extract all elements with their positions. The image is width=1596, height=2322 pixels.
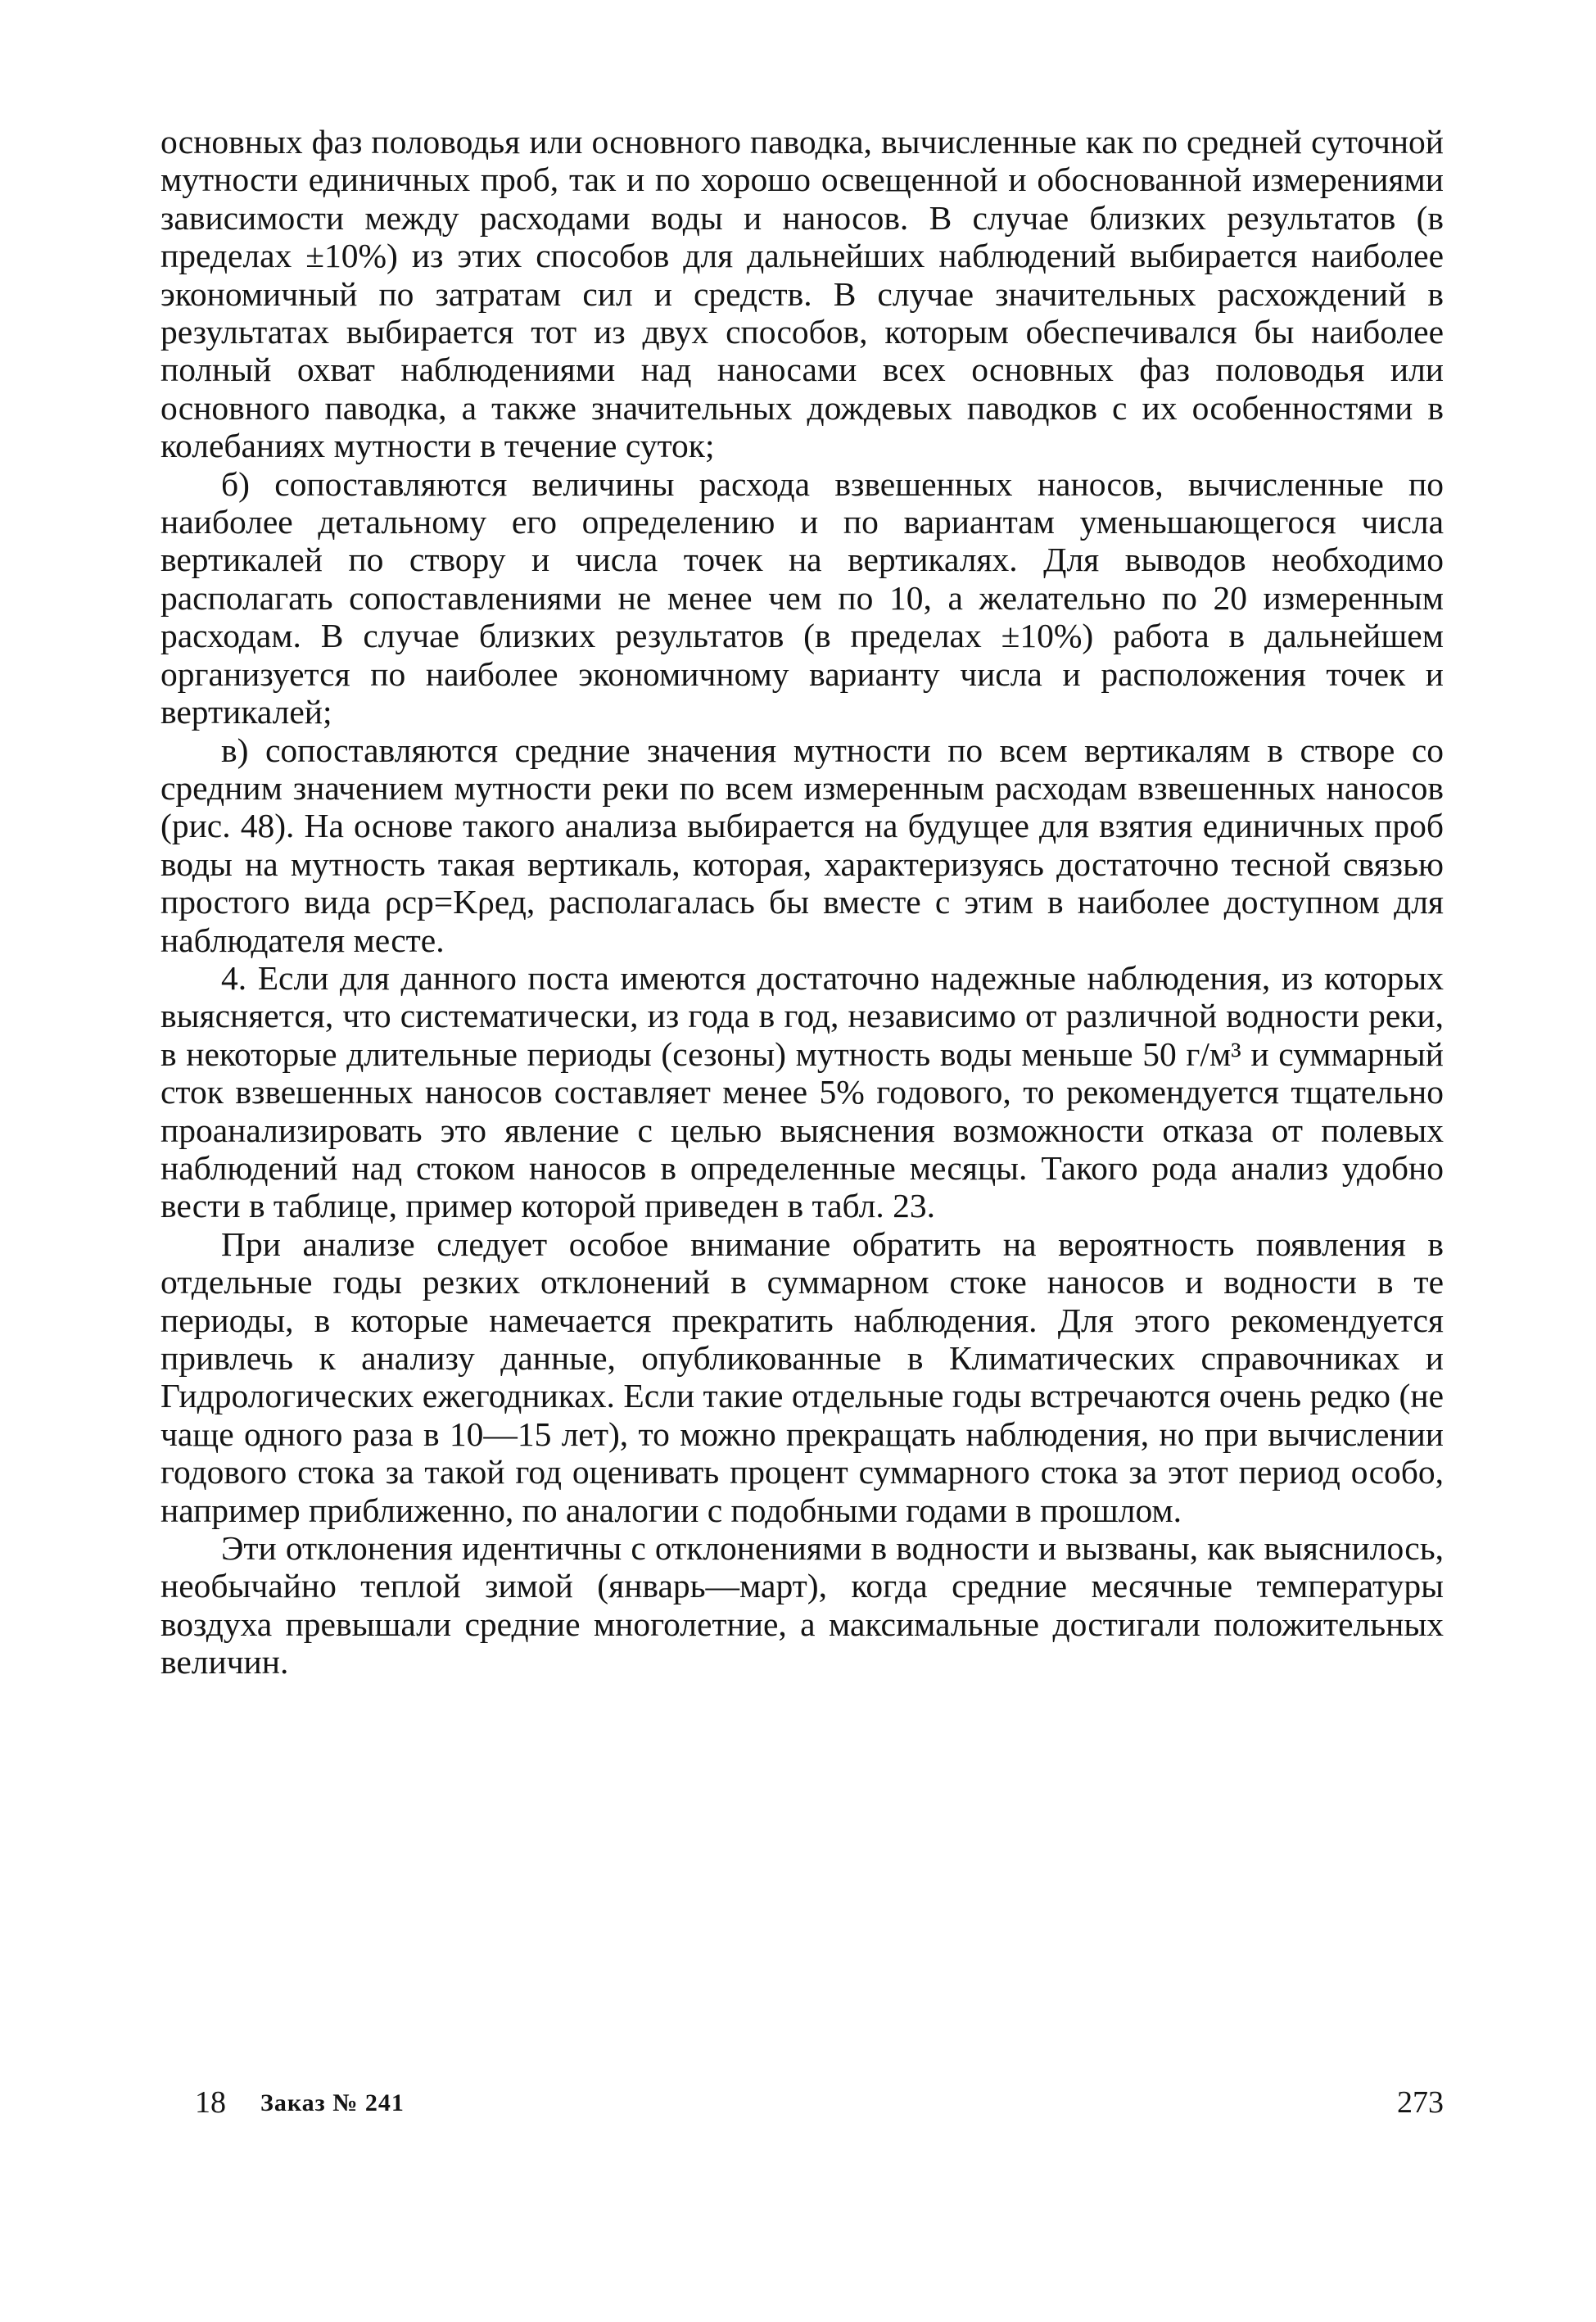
paragraph: в) сопоставляются средние значения мутности по всем вертикалям в створе со средним значением мутности реки по всем измеренным расходам взвешенных наносов (рис. 48). На основе такого анализа выбирается на будущее для взятия единичных проб воды на мутность такая вертикаль, которая, характеризуясь достаточно тесной связью простого вида ρср=Kρед, располагалась бы вместе с этим в наиболее доступном для наблюдателя месте. — [161, 731, 1444, 959]
paragraph: При анализе следует особое внимание обратить на вероятность появления в отдельные годы резких отклонений в суммарном стоке наносов и водности в те периоды, в которые намечается прекратить наблюдения. Для этого рекомендуется привлечь к анализу данные, опубликованные в Климатических справочниках и Гидрологических ежегодниках. Если такие отдельные годы встречаются очень редко (не чаще одного раза в 10—15 лет), то можно прекращать наблюдения, но при вычислении годового стока за такой год оценивать процент суммарного стока за этот период особо, например приближенно, по аналогии с подобными годами в прошлом. — [161, 1224, 1444, 1529]
order-label: Заказ № 241 — [260, 2089, 405, 2116]
paragraph: основных фаз половодья или основного паводка, вычисленные как по средней суточной мутности единичных проб, так и по хорошо освещенной и обоснованной измерениями зависимости между расходами воды и наносов. В случае близких результатов (в пределах ±10%) из этих способов для дальнейших наблюдений выбирается наиболее экономичный по затратам сил и средств. В случае значительных расхождений в результатах выбирается тот из двух способов, которым обеспечивался бы наиболее полный охват наблюдениями над наносами всех основных фаз половодья или основного паводка, а также значительных дождевых паводков с их особенностями в колебаниях мутности в течение суток; — [161, 123, 1444, 465]
page-number: 273 — [1397, 2085, 1444, 2120]
page-body — [161, 123, 1444, 1682]
paragraph: Эти отклонения идентичны с отклонениями в водности и вызваны, как выяснилось, необычайно теплой зимой (январь—март), когда средние месячные температуры воздуха превышали средние многолетние, а максимальные достигали положительных величин. — [161, 1529, 1444, 1682]
page-footer — [195, 2084, 1444, 2134]
signature-number: 18 — [195, 2085, 226, 2120]
paragraph: 4. Если для данного поста имеются достаточно надежные наблюдения, из которых выясняется, что систематически, из года в год, независимо от различной водности реки, в некоторые длительные периоды (сезоны) мутность воды меньше 50 г/м³ и суммарный сток взвешенных наносов составляет менее 5% годового, то рекомендуется тщательно проанализировать это явление с целью выяснения возможности отказа от полевых наблюдений над стоком наносов в определенные месяцы. Такого рода анализ удобно вести в таблице, пример которой приведен в табл. 23. — [161, 958, 1444, 1225]
paragraph: б) сопоставляются величины расхода взвешенных наносов, вычисленные по наиболее детальному его определению и по вариантам уменьшающегося числа вертикалей по створу и числа точек на вертикалях. Для выводов необходимо располагать сопоставлениями не менее чем по 10, а желательно по 20 измеренным расходам. В случае близких результатов (в пределах ±10%) работа в дальнейшем организуется по наиболее экономичному варианту числа и расположения точек и вертикалей; — [161, 464, 1444, 731]
